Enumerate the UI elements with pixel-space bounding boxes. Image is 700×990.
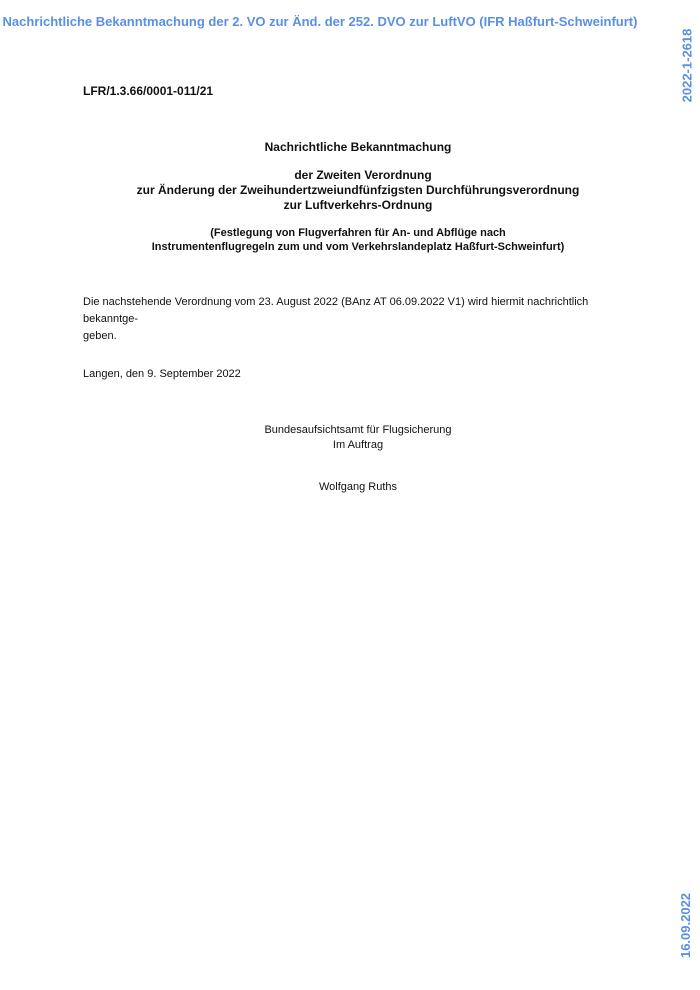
side-date: 16.09.2022 [677, 892, 693, 959]
document-subtitle [0, 168, 700, 213]
document-parenthetical [0, 226, 700, 254]
place-date: Langen, den 9. September 2022 [83, 368, 241, 380]
side-reference-number: 2022-1-2618 [679, 28, 695, 103]
parenthetical-line: (Festlegung von Flugverfahren für An- und Abflüge nach [210, 227, 506, 239]
subtitle-line: zur Luftverkehrs-Ordnung [283, 198, 433, 212]
body-line: Die nachstehende Verordnung vom 23. August 2022 (BAnz AT 06.09.2022 V1) wird hiermit nachrichtlich bekanntge- [83, 296, 589, 325]
header-banner: Nachrichtliche Bekanntmachung der 2. VO zur Änd. der 252. DVO zur LuftVO (IFR Haßfurt-Schweinfurt) [2, 14, 638, 29]
signatory-name: Wolfgang Ruths [318, 481, 398, 493]
body-paragraph [83, 294, 628, 345]
document-title: Nachrichtliche Bekanntmachung [264, 140, 452, 154]
document-reference: LFR/1.3.66/0001-011/21 [83, 84, 214, 98]
authority-name: Bundesaufsichtsamt für Flugsicherung [264, 424, 452, 436]
signature-authority-block [0, 423, 700, 453]
body-line: geben. [83, 330, 117, 342]
parenthetical-line: Instrumentenflugregeln zum und vom Verkehrslandeplatz Haßfurt-Schweinfurt) [151, 241, 565, 253]
subtitle-line: zur Änderung der Zweihundertzweiundfünfzigsten Durchführungsverordnung [136, 183, 580, 197]
subtitle-line: der Zweiten Verordnung [294, 168, 432, 182]
on-behalf-label: Im Auftrag [332, 439, 384, 451]
